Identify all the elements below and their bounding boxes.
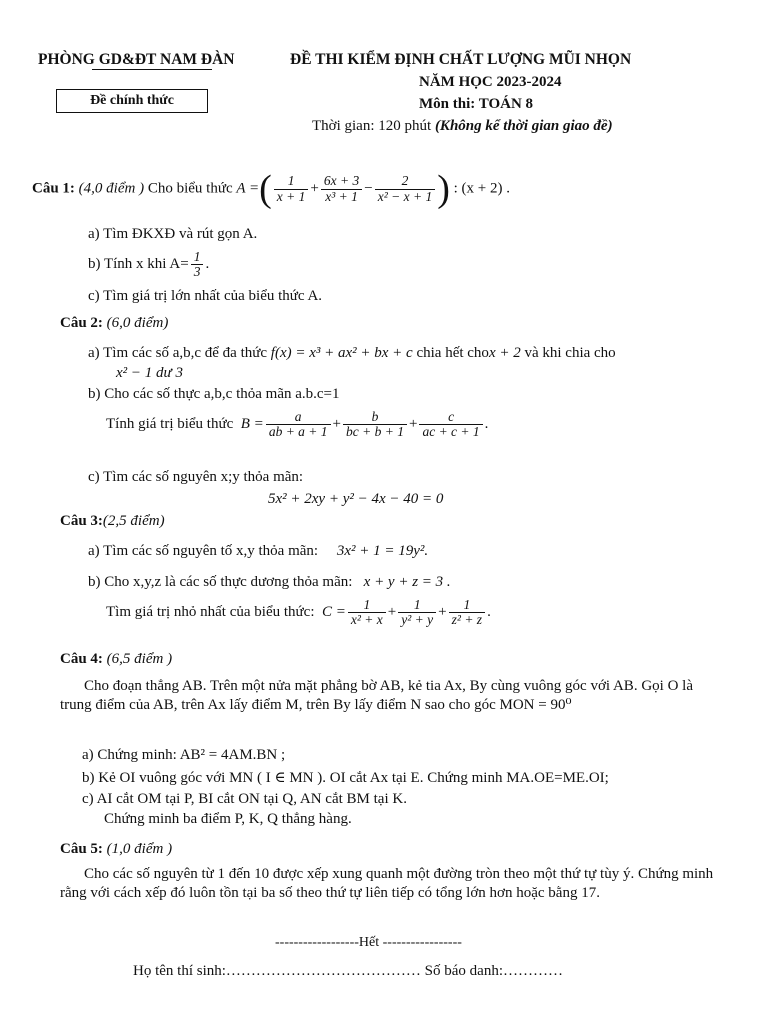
question-1-label: Câu 1: bbox=[32, 180, 75, 197]
q2-fraction-3: $\frac{c}{ac + c + 1}$ bbox=[419, 410, 482, 439]
question-4-points: (6,5 điểm ) bbox=[106, 651, 173, 667]
q4-part-b: b) Kẻ OI vuông góc với MN ( I ∈ MN ). OI cắt Ax tại E. Chứng minh MA.OE=ME.OI; bbox=[82, 770, 609, 786]
question-3-header bbox=[60, 512, 165, 531]
question-2-header bbox=[60, 314, 168, 333]
q2-fraction-2: $\frac{b}{bc + b + 1}$ bbox=[343, 410, 407, 439]
time-note: (Không kể thời gian giao đề) bbox=[434, 118, 613, 134]
q3-part-b: b) Cho x,y,z là các số thực dương thỏa mãn: x + y + z = 3 . bbox=[88, 574, 451, 590]
q1-fraction-3: $\frac{2}{\text{x² − x + 1}}$ bbox=[375, 174, 436, 203]
q1-part-b-fraction: $\frac{1}{3}$ bbox=[191, 250, 204, 279]
q4-intro: Cho đoạn thẳng AB. Trên một nửa mặt phẳng bờ AB, kẻ tia Ax, By cùng vuông góc với AB. Gọi O là trung điểm của AB, trên Ax lấy điểm M, trên By lấy điểm N sao cho góc MON = 90⁰ bbox=[60, 678, 693, 713]
q5-text: Cho các số nguyên từ 1 đến 10 được xếp xung quanh một đường tròn theo một thứ tự tùy ý. Chứng minh rằng với cách xếp đó luôn tồn tại ba số theo thứ tự liên tiếp có tổng lớn hơn hoặc bằng 17. bbox=[60, 866, 714, 901]
q2-part-a-divisor: x² − 1 dư 3 bbox=[116, 365, 183, 381]
end-marker: ------------------Hết ----------------- bbox=[275, 935, 462, 950]
question-5-points: (1,0 điểm ) bbox=[106, 841, 173, 857]
q1-part-c: c) Tìm giá trị lớn nhất của biểu thức A. bbox=[88, 288, 323, 304]
q3-part-a-equation: 3x² + 1 = 19y². bbox=[336, 543, 429, 559]
q2-part-a: a) Tìm các số a,b,c để đa thức f(x) = x³ + ax² + bx + c chia hết chox + 2 và khi chia cho bbox=[88, 345, 616, 361]
q3-fraction-3: $\frac{1}{\text{z² + z}}$ bbox=[449, 598, 485, 627]
question-2-label: Câu 2: bbox=[60, 315, 103, 331]
q1-part-b-text: b) Tính x khi A= bbox=[88, 256, 189, 273]
school-year: NĂM HỌC 2023-2024 bbox=[419, 74, 562, 90]
department-name: PHÒNG GD&ĐT NAM ĐÀN bbox=[38, 51, 235, 68]
q1-expression-lhs: A = bbox=[236, 180, 260, 197]
exam-time bbox=[312, 117, 613, 136]
q4-part-a: a) Chứng minh: AB² = 4AM.BN ; bbox=[82, 747, 286, 763]
q3-part-a: a) Tìm các số nguyên tố x,y thỏa mãn: 3x² + 1 = 19y². bbox=[88, 543, 429, 559]
question-3-points: (2,5 điểm) bbox=[102, 513, 165, 529]
q1-fraction-2: $\frac{6x + 3}{\text{x³ + 1}}$ bbox=[321, 174, 362, 203]
question-1-intro: Cho biểu thức bbox=[147, 180, 233, 197]
q2-part-b: b) Cho các số thực a,b,c thỏa mãn a.b.c=1 bbox=[88, 386, 340, 402]
q2-fraction-1: $\frac{a}{ab + a + 1}$ bbox=[266, 410, 331, 439]
q3-fraction-2: $\frac{1}{\text{y² + y}}$ bbox=[398, 598, 436, 627]
question-1-points: (4,0 điểm ) bbox=[78, 180, 145, 197]
exam-subject: Môn thi: TOÁN 8 bbox=[419, 96, 534, 112]
department-underline bbox=[92, 69, 212, 70]
question-3-label: Câu 3: bbox=[60, 513, 103, 529]
exam-title: ĐỀ THI KIỂM ĐỊNH CHẤT LƯỢNG MŨI NHỌN bbox=[290, 51, 632, 68]
question-5-header bbox=[60, 840, 172, 859]
question-1-header: Câu 1: (4,0 điểm ) Cho biểu thức A =( $\frac{1}{x + 1}$ + $\frac{6x + 3}{\text{x³ + 1}}$ − $\frac{2}{\text{x² − x + 1}}$ ) : (x + 2) . bbox=[32, 168, 510, 210]
q2-polynomial: f(x) = x³ + ax² + bx + c bbox=[270, 345, 413, 361]
q4-part-c-conclusion: Chứng minh ba điểm P, K, Q thẳng hàng. bbox=[104, 811, 352, 827]
question-5-label: Câu 5: bbox=[60, 841, 103, 857]
q1-expression-tail: : (x + 2) . bbox=[453, 180, 510, 197]
question-4-header bbox=[60, 650, 172, 669]
q2-part-c-equation: 5x² + 2xy + y² − 4x − 40 = 0 bbox=[268, 491, 444, 507]
q3-part-b-constraint: x + y + z = 3 . bbox=[363, 574, 451, 590]
q2-part-b-expression: Tính giá trị biểu thức B = $\frac{a}{ab + a + 1}$ + $\frac{b}{bc + b + 1}$ + $\frac{c}{ac + c + 1}$ . bbox=[106, 409, 489, 440]
question-4-label: Câu 4: bbox=[60, 651, 103, 667]
q4-part-c: c) AI cắt OM tại P, BI cắt ON tại Q, AN cắt BM tại K. bbox=[82, 791, 407, 807]
official-label-box: Đề chính thức bbox=[56, 89, 208, 113]
question-2-points: (6,0 điểm) bbox=[106, 315, 169, 331]
q1-part-a: a) Tìm ĐKXĐ và rút gọn A. bbox=[88, 226, 258, 242]
q1-part-b: b) Tính x khi A= $\frac{1}{3}$ . bbox=[88, 249, 210, 280]
time-duration: Thời gian: 120 phút bbox=[312, 118, 432, 134]
q2-part-c: c) Tìm các số nguyên x;y thỏa mãn: bbox=[88, 469, 304, 485]
q3-fraction-1: $\frac{1}{\text{x² + x}}$ bbox=[348, 598, 386, 627]
q3-part-b-expression: Tìm giá trị nhỏ nhất của biểu thức: C = $\frac{1}{\text{x² + x}}$ + $\frac{1}{\text{y² + y}}$ + $\frac{1}{\text{z² + z}}$ . bbox=[106, 597, 491, 628]
q1-fraction-1: $\frac{1}{x + 1}$ bbox=[274, 174, 309, 203]
candidate-info-line: Họ tên thí sinh:………………………………… Số báo danh:………… bbox=[133, 963, 563, 979]
